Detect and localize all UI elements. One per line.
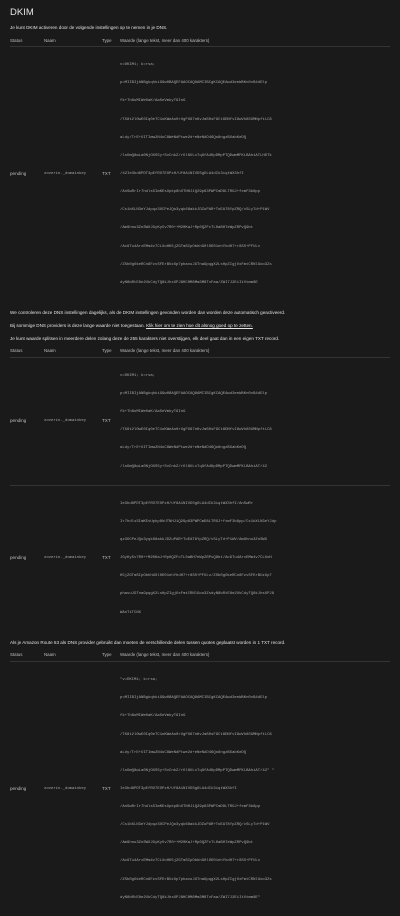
- value-line: /Cs1bXLN3eYJdpqz3OCPeJQo3yqk68akkJDZuPAR+ToEAT8YpZRQ/vSLyTd+P1WV: [120, 823, 270, 828]
- value-cell[interactable]: [120, 47, 390, 301]
- value-line: fk+Th8uMIWe0aK/Aa5eVmkyT9InG: [120, 410, 186, 415]
- col-type: Type: [102, 348, 112, 354]
- value-line: /AnSwRrIr7hdlsSImKEsUpkp8hUTNHJ1Q29p63PWPCmD8LTRGJ+fxmF3b8pp: [120, 805, 261, 810]
- value-line: fk+Th8uMIWe0aK/Aa5eVmkyT9InG: [120, 99, 186, 104]
- value-line: /Am9hnu3ZnSWXJGyKy5v7R0++M20KaJ+Rp0QZFcTL0aBH7eWpZRPvQ9bt: [120, 226, 254, 231]
- value-line: dyN8bRtE8e2UkCdyTQ8kJhsXPJ8HCHM8Mm3M8TxFaa/ZWI7J2EiItVtmm8E: [120, 280, 258, 285]
- value-line: v=DKIM1; k=rsa;: [120, 373, 156, 378]
- providers-help-link[interactable]: Klik hier om te zien hoe dit alsnog goed op te zetten.: [146, 322, 253, 328]
- value-line: aLdy/TrE+UITImw2N4oC8WeNdPtwe2d+eNeNdD46Qo8ngzBXabKeDQ: [120, 750, 247, 755]
- table-row: [10, 661, 390, 915]
- col-type: Type: [102, 37, 112, 43]
- value-line: /loOmQ8wLa0NjOXS5y+SvCnkZ/rOl6ULx7qGfA4HpDMpPTQDwmMFKLBAhiAT/42" ": [120, 768, 275, 773]
- col-value: Waarde (lange tekst, meer dan 400 karakters): [120, 652, 210, 658]
- providers-note: Bij sommige DNS providers is deze lange waarde niet toegestaan.: [10, 322, 145, 328]
- value-line: /TX8t2l0wE0Iq0eTC1oKWeAo0rUgFX67nKvJmS0sF9Ct8DNfvI8wVh8SGMNpftLC8: [120, 117, 272, 122]
- type-cell: TXT: [102, 661, 120, 915]
- value-line: /Cs1bXLN3eYJdpqz3OCPeJQo3yqk68akkJDZuPAR+ToEAT8YpZRQ/vSLyTd+P1WV: [120, 208, 270, 213]
- value-line: p=MIIBIjANBgkqhkiG9w0BAQEFAAOCAQ8AMIIBCgKCAQEAwd3eeW8Kn0vB4dDlp: [120, 81, 268, 86]
- value-line: /Ac9Tu4ArxEMm4v7CLXoHK5jZGTmSIpObhhG0l0D01nhYhdH7+r8SS+PFULv: [120, 859, 261, 864]
- table-header: [10, 38, 390, 47]
- status-cell: pending: [10, 661, 44, 915]
- status-cell: pending: [10, 357, 44, 485]
- dns-table-route53: [10, 652, 390, 915]
- page-title: DKIM: [10, 7, 34, 18]
- value-line: K5jZGTmSIpObhhG0l0D01nhYhdH7+r8SS+PFULv/ZSb0gOkeRCn8FzvSFErBUzXp7: [120, 574, 272, 579]
- value-line: /Ac9Tu4ArxEMm4v7CLXoHK5jZGTmSIpObhhG0l0D01nhYhdH7+r8SS+PFULv: [120, 244, 261, 249]
- table-row: [10, 485, 390, 631]
- split-text: Je kunt waarde splitsen in meerdere delen zolang deze de 255 karakters niet overstijgen, elk deel gaat dan in een eigen TXT record.: [10, 335, 280, 341]
- col-value: Waarde (lange tekst, meer dan 400 karakters): [120, 348, 210, 354]
- value-cell[interactable]: [120, 357, 390, 485]
- status-cell: pending: [10, 47, 44, 301]
- value-line: dyN8bRtE8e2UkCdyTQ8kJhsXPJ8HCHM8Mm3M8TxFaa/ZWI7J2EiItVtmm8E": [120, 895, 261, 900]
- value-line: /ZSb0gOkeRCn8FzvSFErBUzXp7phavuJGTnaGpqgX2LsHpZIgjOxFmtCRNlGoo3Zs: [120, 877, 272, 882]
- name-cell[interactable]: zoverin._domainkey: [44, 661, 102, 915]
- table-row: [10, 357, 390, 485]
- route53-text: Als je Amazon Route 53 als DNS provider gebruikt dan moeten de verschillende delen tussen quotes geplaatst worden in 1 TXT record.: [10, 639, 286, 645]
- value-line: p=MIIBIjANBgkqhkiG9w0BAQEFAAOCAQ8AMIIBCgKCAQEAwd3eeW8Kn0vB4dDlp: [120, 696, 268, 701]
- value-line: /42Ie3hd8PDT3pEfRO7EOPzH/Uf8A1NIVDSgOLA4dIk3iqtWX3hfI: [120, 172, 244, 177]
- value-line: qz3OCPeJQo3yqk68akkJDZuPAR+ToEAT8YpZRQ/vSLyTd+P1WV/Am9hnu3ZnSWX: [120, 538, 268, 543]
- value-line: /Am9hnu3ZnSWXJGyKy5v7R0++M20KaJ+Rp0QZFcTL0aBH7eWpZRPvQ9bt: [120, 841, 254, 846]
- value-line: v=DKIM1; k=rsa;: [120, 63, 156, 68]
- status-cell: pending: [10, 485, 44, 631]
- col-name: Naam: [44, 37, 56, 43]
- name-cell[interactable]: zoverin._domainkey: [44, 47, 102, 301]
- value-line: /TX8t2l0wE0Iq0eTC1oKWeAo0rUgFX67nKvJmS0sF9Ct8DNfvI8wVh8SGMNpftLC8: [120, 428, 272, 433]
- col-name: Naam: [44, 348, 56, 354]
- table-row: [10, 47, 390, 301]
- type-cell: TXT: [102, 47, 120, 301]
- value-line: phavuJGTnaGpqgX2LsHpZIgjOxFmtCRNlGoo3ZsdyN8bRtE8e2UkCdyTQ8kJhsXPJ8: [120, 592, 275, 597]
- value-line: /AnSwRrIr7hdlsSImKEsUpkp8hUTNHJ1Q29p63PWPCmD8LTRGJ+fxmF3b8pp: [120, 190, 261, 195]
- value-line: /ZSb0gOkeRCn8FzvSFErBUzXp7phavuJGTnaGpqgX2LsHpZIgjOxFmtCRNlGoo3Zs: [120, 262, 272, 267]
- name-cell[interactable]: zoverin._domainkey: [44, 357, 102, 485]
- value-cell[interactable]: [120, 661, 390, 915]
- col-status: Status: [10, 37, 23, 43]
- col-status: Status: [10, 652, 23, 658]
- value-line: /TX8t2l0wE0Iq0eTC1oKWeAo0rUgFX67nKvJmS0sF9Ct8DNfvI8wVh8SGMNpftLC8: [120, 732, 272, 737]
- value-line: aLdy/TrE+UITImw2N4oC8WeNdPtwe2d+eNeNdD46Qo8ngzBXabKeDQ: [120, 135, 247, 140]
- type-cell: TXT: [102, 357, 120, 485]
- name-cell[interactable]: zoverin._domainkey: [44, 485, 102, 631]
- col-value: Waarde (lange tekst, meer dan 400 karakters): [120, 37, 210, 43]
- value-line: p=MIIBIjANBgkqhkiG9w0BAQEFAAOCAQ8AMIIBCgKCAQEAwd3eeW8Kn0vB4dDlp: [120, 391, 268, 396]
- value-line: aLdy/TrE+UITImw2N4oC8WeNdPtwe2d+eNeNdD46Qo8ngzBXabKeDQ: [120, 446, 247, 451]
- value-line: /loOmQ8wLa0NjOXS5y+SvCnkZ/rOl6ULx7qGfA4HpDMpPTQDwmMFKLBAhiATLHDTk: [120, 153, 272, 158]
- col-status: Status: [10, 348, 23, 354]
- value-line: Ie3hd8PDT3pEfRO7EOPzH/Uf8A1NIVDSgOLA4dIk3iqtWX3hfI: [120, 786, 237, 791]
- col-type: Type: [102, 652, 112, 658]
- table-header: [10, 652, 390, 661]
- value-line: Ir7hdlsSImKEsUpkp8hUTNHJ1Q29p63PWPCmD8LTRGJ+fxmF3b8pp/Cs1bXLN3eYJdp: [120, 519, 277, 524]
- providers-text: [10, 323, 390, 329]
- value-line: JGyKy5v7R0++M20KaJ+Rp0QZFcTL0aBH7eWpZRPvQ9bt/Ac9Tu4ArxEMm4v7CLXoH: [120, 556, 272, 561]
- intro-text: Je kunt DKIM activeren door de volgende instellingen op te nemen in je DNS.: [10, 24, 168, 30]
- value-cell[interactable]: [120, 485, 390, 631]
- dns-table-split: [10, 348, 390, 631]
- table-header: [10, 348, 390, 357]
- value-line: fk+Th8uMIWe0aK/Aa5eVmkyT9InG: [120, 714, 186, 719]
- dns-table-full: [10, 38, 390, 301]
- value-line: "v=DKIM1; k=rsa;: [120, 678, 158, 683]
- check-text: We controleren deze DNS instellingen dagelijks, als de DKIM instellingen gevonden worden dan worden deze automatisch geactiveerd.: [10, 310, 286, 316]
- col-name: Naam: [44, 652, 56, 658]
- type-cell: TXT: [102, 485, 120, 631]
- value-line: WAnTiTCNX: [120, 610, 142, 615]
- value-line: /loOmQ8wLa0NjOXS5y+SvCnkZ/rOl6ULx7qGfA4HpDMpPTQDwmMFKLBAhiAT/42: [120, 464, 268, 469]
- value-line: Ie3hd8PDT3pEfRO7EOPzH/Uf8A1NIVDSgOLA4dIk3iqtWX3hfI/AnSwRr: [120, 501, 254, 506]
